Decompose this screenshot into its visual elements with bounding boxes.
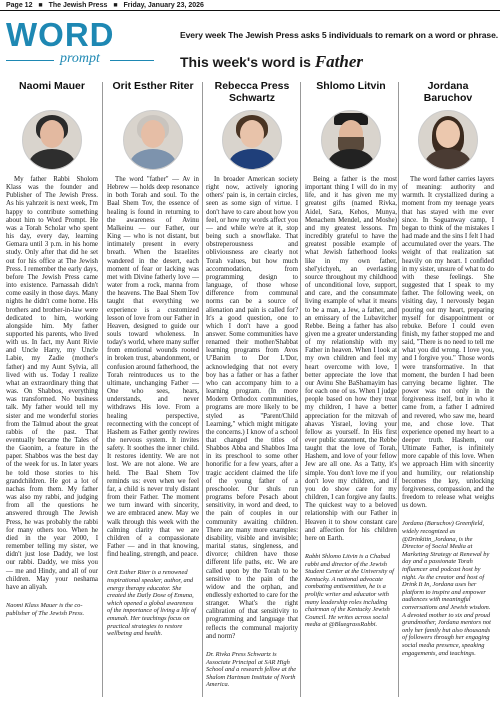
portrait-shlomo-litvin-icon [321,110,381,170]
publication-name: The Jewish Press [48,2,108,9]
contributor-essay: The word "father" — Av in Hebrew — holds deep resonance in both Torah and soul. To the Baal Shem Tov, the essence of healing is found in returning to the awareness of Avinu Malkeinu — our Father, our King — who is not distant, but intimately present in every breath. When the Israelites wandered in the desert, each moment of fear or lacking was met with Divine fatherly love — water from a rock, manna from the heavens. The Baal Shem Tov taught that everything we experience is a customized lesson of love from our Father in Heaven, designed to guide our souls toward wholeness. In today's world, where many suffer from emotional wounds rooted in broken trust, abandonment, or confusion around fatherhood, the Torah reintroduces us to the ultimate, unchanging Father — One who sees, hears, understands, and never withdraws His love. From a healing perspective, reconnecting with the concept of Hashem as Father gently rewires the nervous system. It invites safety. It soothes the inner child. It restores identity. We are not lost. We are not alone. We are held. The Baal Shem Tov reminds us: even when we feel far, a child is never truly distant from their Father. The moment we turn inward with sincerity, we are embraced anew. May we walk through this week with the calming clarity that we are children of a compassionate Father — and in that knowing, find healing, strength, and peace. [107,176,200,559]
contributor-essay: The word father carries layers of meaning: authority and warmth. It crystallized during a moment from my teenage years that has stayed with me ever since. In Soguanway camp, I began to think of the mistakes I had made and the sins I felt I had accumulated over the years. The weight of that realization sat heavily on my heart. I confided in my sister, unsure of what to do with these feelings. She suggested that I speak to my father. The following week, on visiting day, I nervously began pouring out my heart, preparing myself for disappointment or rebuke. Before I could even finish, my father stopped me and said, "There is no need to tell me what you did wrong. I love you, and I forgive you." Those words were transformative. In that moment, the burden I had been carrying became lighter. The power was not only in the forgiveness itself, but in who it came from, a father I admired and revered, who saw me, heard me, and chose love. That experience opened my heart to a deeper truth. Hashem, our Ultimate Father, is infinitely more capable of this love. When we approach Him with sincerity and humility, our relationship becomes the key, unlocking forgiveness, compassion, and the freedom to release what weighs us down. [402,176,494,510]
header-separator-2: ■ [113,2,118,9]
contributor-column [305,80,397,700]
contributor-essay: Being a father is the most important thing I will do in my life, and it has given me my greatest gifts (named Rivka, Aidel, Sara, Kehos, Munya, Menachem Mendel, and Moshe) and my greatest lessons. I'm incredibly grateful to have the greatest possible example of what Jewish fatherhood looks like in my own father, shel'yichyeh, an everlasting source throughout my childhood of unconditional love, support, and care, and the consummate living example of what it means to be a man, a Jew, a father, and an emissary of the Lubavitcher Rebbe. Being a father has also given me a greater understanding of my relationship with my Father in heaven. When I look at my own children and feel my heart overcome with love, I better appreciate the love that our Avinu She BaShamayim has for each one of us. When I judge people based on how they treat my children, I have a better appreciation for the mitzvah of ahavas Yisrael, loving your fellow as yourself. In His first ever public statement, the Rebbe taught that the love of Torah, Hashem, and love of your fellow Jew are all one. As a Tatty, it's simple. You don't love me if you don't love my children, and if you do show care for my children, I can forgive any faults. The quickest way to a beloved relationship with our Father in Heaven it to show constant care and affection for his children here on Earth. [305,176,397,542]
contributor-essay: My father Rabbi Sholom Klass was the founder and Publisher of The Jewish Press. As his yahrzeit is next week, I'm happy to contribute something about him to Word Prompt. He was a Torah Scholar who spent his day, every day, learning Gemara until 3 p.m. in his home study. Only after that did he set out for his office at The Jewish Press. I remember the early days, before The Jewish Press came into existence. Parnassah didn't come easily in those days. Many nights he didn't come home. His brothers and brother-in-law were dedicated to him, working alongside him. My father supported his parents, who lived with us. In fact, my Aunt Rivie and Uncle Harry, my Uncle Labie, my Zadie (mother's father) and my Aunt Sylvia, all lived with us. Today I realize what an extraordinary thing that was. On Shabbos, everything was transformed. No business talk. My father would tell my sister and me wonderful stories from the Talmud about the great rabbis of the past. That eventually became the Tales of the Gaonim, a feature in the paper. Shabbos was the best day of the week for us. In later years he told those stories to his grandchildren. He got a lot of nachas from them. My father was also my rabbi, and judging from all the questions he answered through The Jewish Press, he was probably the rabbi for many others too. When he died in the year 2000, I remember telling my sister, we didn't just lose Daddy, we lost our rabbi. Daddy, we miss you — me and Hindy, and all of our children. May your neshama have an aliyah. [6,176,98,591]
portrait-rebecca-press-schwartz-icon [222,110,282,170]
contributor-bio: Orit Esther Riter is a renowned inspirational speaker, author, and energy therapy educator. She created the Daily Dose of Emuna, which opened a global awareness of the importance of living a life of emunah. Her teachings focus on practical strategies to restore wellbeing and health. [107,569,196,638]
contributor-column [6,80,98,700]
logo-rule-left [6,60,54,61]
portrait-orit-esther-riter-icon [123,110,183,170]
column-tagline: Every week The Jewish Press asks 5 individuals to remark on a word or phrase. [180,30,499,40]
column-divider [300,82,301,697]
contributor-essay: In broader American society right now, actively ignoring others' pain is, in certain circles, seen as some sign of virtue. I don't have to care about how you feel, or how my words affect you — and while we're at it, stop being such a snowflake. That obstreperousness and obliviousness are clearly not Torah values, but how much accommodation, from programming design to language, of those whose difference from communal norms can be a source of alienation and pain is called for? It's a good question, one to which I don't have a good answer. Some communities have renamed their mother/Shabbat learning programs from Avos U'Banim to Dor L'Dor, acknowledging that not every boy has a father or has a father who can accompany him to a learning program. (In more Modern Orthodox communities, programs are more likely to be styled as "Parent/Child Learning," which might mitigate the concerns.) I know of a school that changed the titles of Shabbos Abba and Shabbos Ima in its preschool to some other honorific for a few years, after a tragic accident claimed the life of the young father of a preschooler. Our shuls run programs before Pesach about sensitivity, in word and deed, to the pain of couples in our community awaiting children. There are many more examples: disability, visible and invisible; marital status, singleness, and divorce; children have those different life paths, etc. We are called upon by the Torah to be sensitive to the pain of the widow and the orphan, and endlessly exhorted to care for the stranger. What's the right calibration of that sensitivity to programming and language that reflects the communal majority and norm? [206,176,298,640]
logo-word: WORD [6,16,115,53]
contributor-bio: Dr. Rivka Press Schwartz is Associate Principal at SAR High School and a research fellow at the Shalom Hartman Institute of North America. [206,650,297,689]
issue-date: Friday, January 23, 2026 [123,2,204,9]
logo-rule-right [110,60,154,61]
column-divider [398,82,399,697]
word-of-week-heading [180,52,363,72]
header-separator: ■ [38,2,43,9]
contributor-column [206,80,298,700]
contributor-bio: Rabbi Shlomo Litvin is a Chabad rabbi and director of the Jewish Student Center at the University of Kentucky. A national advocate combating antisemitism, he is a prolific writer and educator with many leadership roles including chairman of the Kentucky Jewish Council. He writes across social media at @BluegrassRabbi. [305,553,394,629]
word-prompt-logo [6,18,166,76]
logo-prompt: prompt [60,51,100,66]
contributor-bio: Naomi Klass Mauer is the co-publisher of The Jewish Press. [6,601,85,617]
contributor-name: Rebecca Press Schwartz [214,80,290,104]
contributor-name: Orit Esther Riter [112,80,194,92]
portrait-jordana-baruchov-icon [418,110,478,170]
portrait-naomi-mauer-icon [22,110,82,170]
column-divider [202,82,203,697]
contributor-name: Jordana Baruchov [423,80,473,104]
contributor-name: Shlomo Litvin [316,80,386,92]
page-number: Page 12 [6,2,33,9]
word-of-week: Father [314,52,364,71]
column-divider [102,82,103,697]
contributor-column [107,80,199,700]
word-of-week-prefix: This week's word is [180,54,311,70]
contributor-bio: Jordana (Baruchov) Greenfield, widely recognized as @Drinkitin_Jordana, is the Director of Social Media at Marketing Strategy at Renewal by day and a passionate Torah influencer and podcast host by night. As the creator and host of Drink It In, Jordana uses her platform to inspire and empower audiences with meaningful conversations and Jewish wisdom. A devoted mother to six and proud grandmother, Jordana mentors not only her family but also thousands of followers through her engaging social media presence, speaking engagements, and teachings. [402,520,491,657]
contributor-column [402,80,494,700]
page-header [0,0,500,11]
contributor-name: Naomi Mauer [19,80,85,92]
